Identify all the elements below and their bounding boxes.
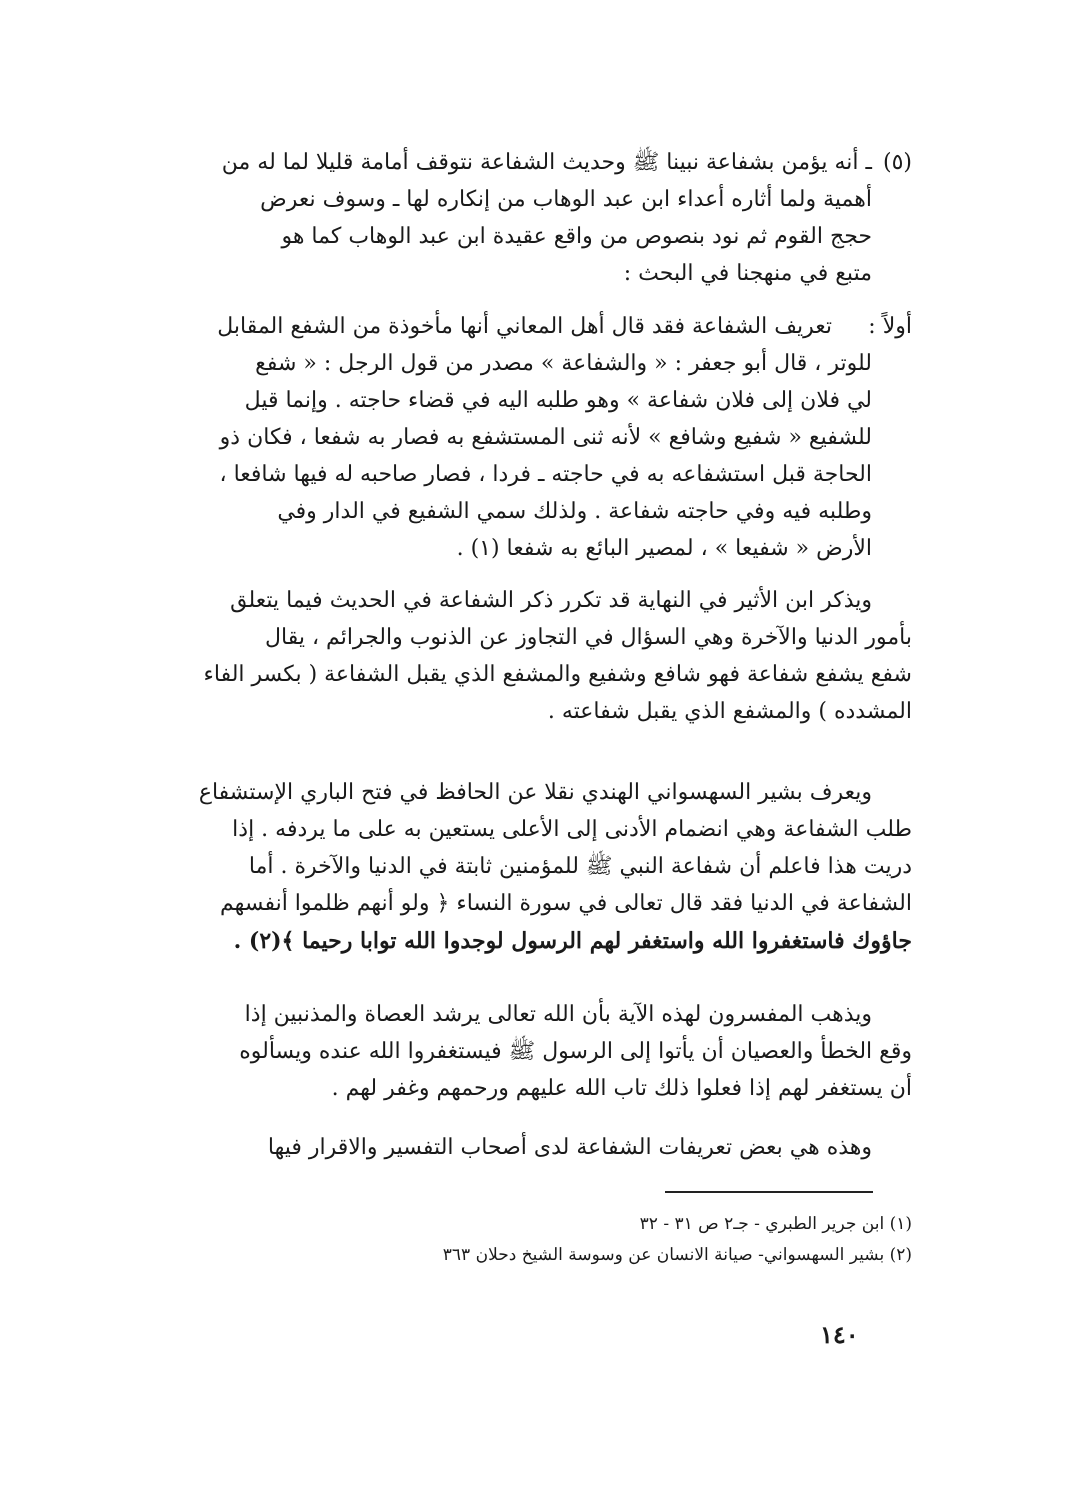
text-line: الشفاعة في الدنيا فقد قال تعالى في سورة النساء ﴿ ولو أنهم ظلموا أنفسهم	[220, 891, 912, 916]
footnote-1: (١) ابن جرير الطبري - جـ٢ ص ٣١ - ٣٢	[639, 1214, 912, 1234]
footnote-2: (٢) بشير السهسواني- صيانة الانسان عن وسوسة الشيخ دحلان ٣٦٣	[442, 1245, 912, 1265]
text-line: وطلبه فيه وفي حاجته شفاعة . ولذلك سمي الشفيع في الدار وفي	[277, 499, 872, 524]
text-line: للوتر ، قال أبو جعفر : « والشفاعة » مصدر من قول الرجل : « شفع	[255, 351, 872, 376]
text-line: ويذكر ابن الأثير في النهاية قد تكرر ذكر الشفاعة في الحديث فيما يتعلق	[230, 588, 872, 613]
text-line: تعريف الشفاعة فقد قال أهل المعاني أنها مأخوذة من الشفع المقابل	[217, 314, 832, 339]
text-line: المشدده ) والمشفع الذي يقبل شفاعته .	[547, 699, 912, 724]
text-line: الحاجة قبل استشفاعه به في حاجته ـ فردا ، فصار صاحبه له فيها شافعا ،	[219, 462, 872, 487]
text-line: أهمية ولما أثاره أعداء ابن عبد الوهاب من إنكاره لها ـ وسوف نعرض	[260, 187, 872, 212]
text-line: طلب الشفاعة وهي انضمام الأدنى إلى الأعلى يستعين به على ما يردفه . إذا	[232, 817, 912, 842]
text-line: ـ أنه يؤمن بشفاعة نبينا ﷺ وحديث الشفاعة نتوقف أمامة قليلا لما له من	[221, 150, 872, 175]
footnote-separator	[665, 1191, 873, 1193]
text-line: متبع في منهجنا في البحث :	[623, 261, 872, 286]
text-line: وهذه هي بعض تعريفات الشفاعة لدى أصحاب التفسير والاقرار فيها	[267, 1135, 872, 1160]
text-line: شفع يشفع شفاعة فهو شافع وشفيع والمشفع الذي يقبل الشفاعة ( بكسر الفاء	[203, 662, 912, 687]
text-line: وقع الخطأ والعصيان أن يأتوا إلى الرسول ﷺ فيستغفروا الله عنده ويسألوه	[239, 1039, 912, 1064]
text-line: الأرض « شفيعا » ، لمصير البائع به شفعا (١) .	[456, 536, 872, 561]
text-line: للشفيع « شفيع وشافع » لأنه ثنى المستشفع به فصار به شفعا ، فكان ذو	[219, 425, 872, 450]
quran-verse-line: جاؤوك فاستغفروا الله واستغفر لهم الرسول لوجدوا الله توابا رحيما ﴾(٢) .	[233, 928, 912, 954]
page-number: ١٤٠	[820, 1320, 859, 1349]
text-line: ويعرف بشير السهسواني الهندي نقلا عن الحافظ في فتح الباري الإستشفاع	[198, 780, 872, 805]
text-line: دريت هذا فاعلم أن شفاعة النبي ﷺ للمؤمنين ثابتة في الدنيا والآخرة . أما	[248, 854, 912, 879]
text-line: بأمور الدنيا والآخرة وهي السؤال في التجاوز عن الذنوب والجرائم ، يقال	[265, 625, 912, 650]
item-marker-5: (٥)	[882, 150, 912, 175]
section-marker-first: أولاً :	[868, 314, 912, 339]
text-line: لي فلان إلى فلان شفاعة » وهو طلبه اليه في قضاء حاجته . وإنما قيل	[244, 388, 872, 413]
text-line: حجج القوم ثم نود بنصوص من واقع عقيدة ابن عبد الوهاب كما هو	[281, 224, 872, 249]
text-line: أن يستغفر لهم إذا فعلوا ذلك تاب الله عليهم ورحمهم وغفر لهم .	[331, 1076, 912, 1101]
text-line: ويذهب المفسرون لهذه الآية بأن الله تعالى يرشد العصاة والمذنبين إذا	[244, 1002, 872, 1027]
